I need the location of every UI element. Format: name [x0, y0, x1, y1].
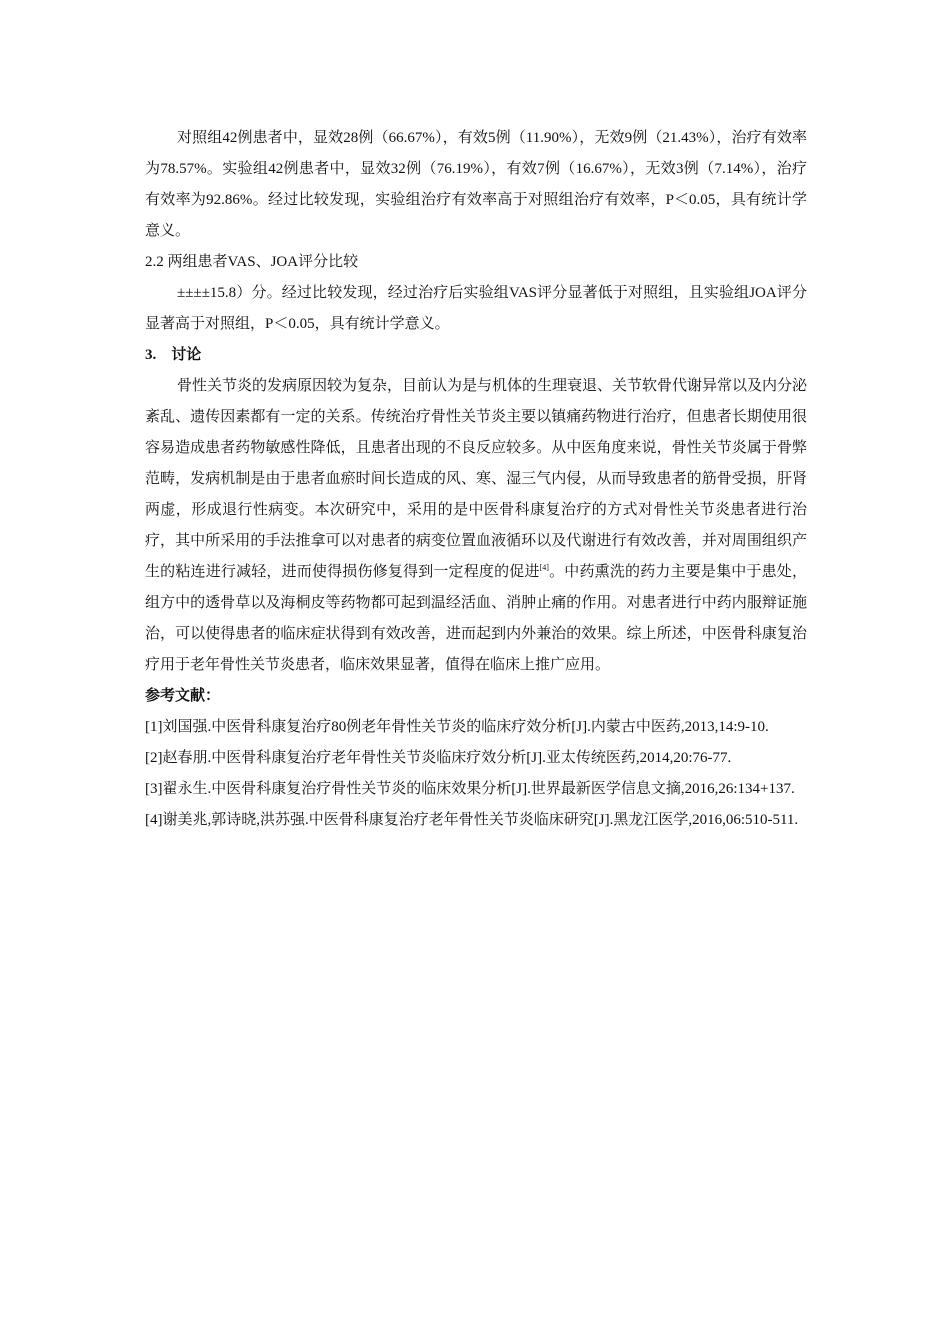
results-paragraph-efficacy: 对照组42例患者中，显效28例（66.67%），有效5例（11.90%），无效9例（21.43%），治疗有效率为78.57%。实验组42例患者中，显效32例（76.19%），有效7例（16.67%），无效3例（7.14%），治疗有效率为92.86%。经过比较发现，实验组治疗有效率高于对照组治疗有效率，P＜0.05，具有统计学意义。 — [145, 130, 807, 239]
discussion-text-part2: 。中药熏洗的药力主要是集中于患处，组方中的透骨草以及海桐皮等药物都可起到温经活血、消肿止痛的作用。对患者进行中药内服辩证施治，可以使得患者的临床症状得到有效改善，进而起到内外兼治的效果。综上所述，中医骨科康复治疗用于老年骨性关节炎患者，临床效果显著，值得在临床上推广应用。 — [145, 564, 807, 673]
citation-4: [4] — [539, 563, 549, 572]
reference-item: [3]翟永生.中医骨科康复治疗骨性关节炎的临床效果分析[J].世界最新医学信息文摘,2016,26:134+137. — [145, 781, 795, 797]
reference-item: [1]刘国强.中医骨科康复治疗80例老年骨性关节炎的临床疗效分析[J].内蒙古中医药,2013,14:9-10. — [145, 719, 769, 735]
reference-item: [4]谢美兆,郭诗晓,洪苏强.中医骨科康复治疗老年骨性关节炎临床研究[J].黑龙江医学,2016,06:510-511. — [145, 812, 799, 828]
discussion-paragraph — [145, 371, 807, 681]
section-heading-3: 3. 讨论 — [145, 347, 202, 363]
page-content — [145, 123, 807, 836]
section-heading-2-2: 2.2 两组患者VAS、JOA评分比较 — [145, 254, 359, 270]
discussion-text-part1: 骨性关节炎的发病原因较为复杂，目前认为是与机体的生理衰退、关节软骨代谢异常以及内分泌紊乱、遗传因素都有一定的关系。传统治疗骨性关节炎主要以镇痛药物进行治疗，但患者长期使用很容易造成患者药物敏感性降低，且患者出现的不良反应较多。从中医角度来说，骨性关节炎属于骨弊范畴，发病机制是由于患者血瘀时间长造成的风、寒、湿三气内侵，从而导致患者的筋骨受损，肝肾两虚，形成退行性病变。本次研究中，采用的是中医骨科康复治疗的方式对骨性关节炎患者进行治疗，其中所采用的手法推拿可以对患者的病变位置血液循环以及代谢进行有效改善，并对周围组织产生的粘连进行减轻，进而使得损伤修复得到一定程度的促进 — [145, 378, 808, 580]
results-paragraph-vas-joa: ±±±±15.8）分。经过比较发现，经过治疗后实验组VAS评分显著低于对照组，且实验组JOA评分显著高于对照组，P＜0.05，具有统计学意义。 — [145, 285, 807, 332]
reference-item: [2]赵春朋.中医骨科康复治疗老年骨性关节炎临床疗效分析[J].亚太传统医药,2014,20:76-77. — [145, 750, 732, 766]
references-heading: 参考文献： — [145, 688, 221, 704]
